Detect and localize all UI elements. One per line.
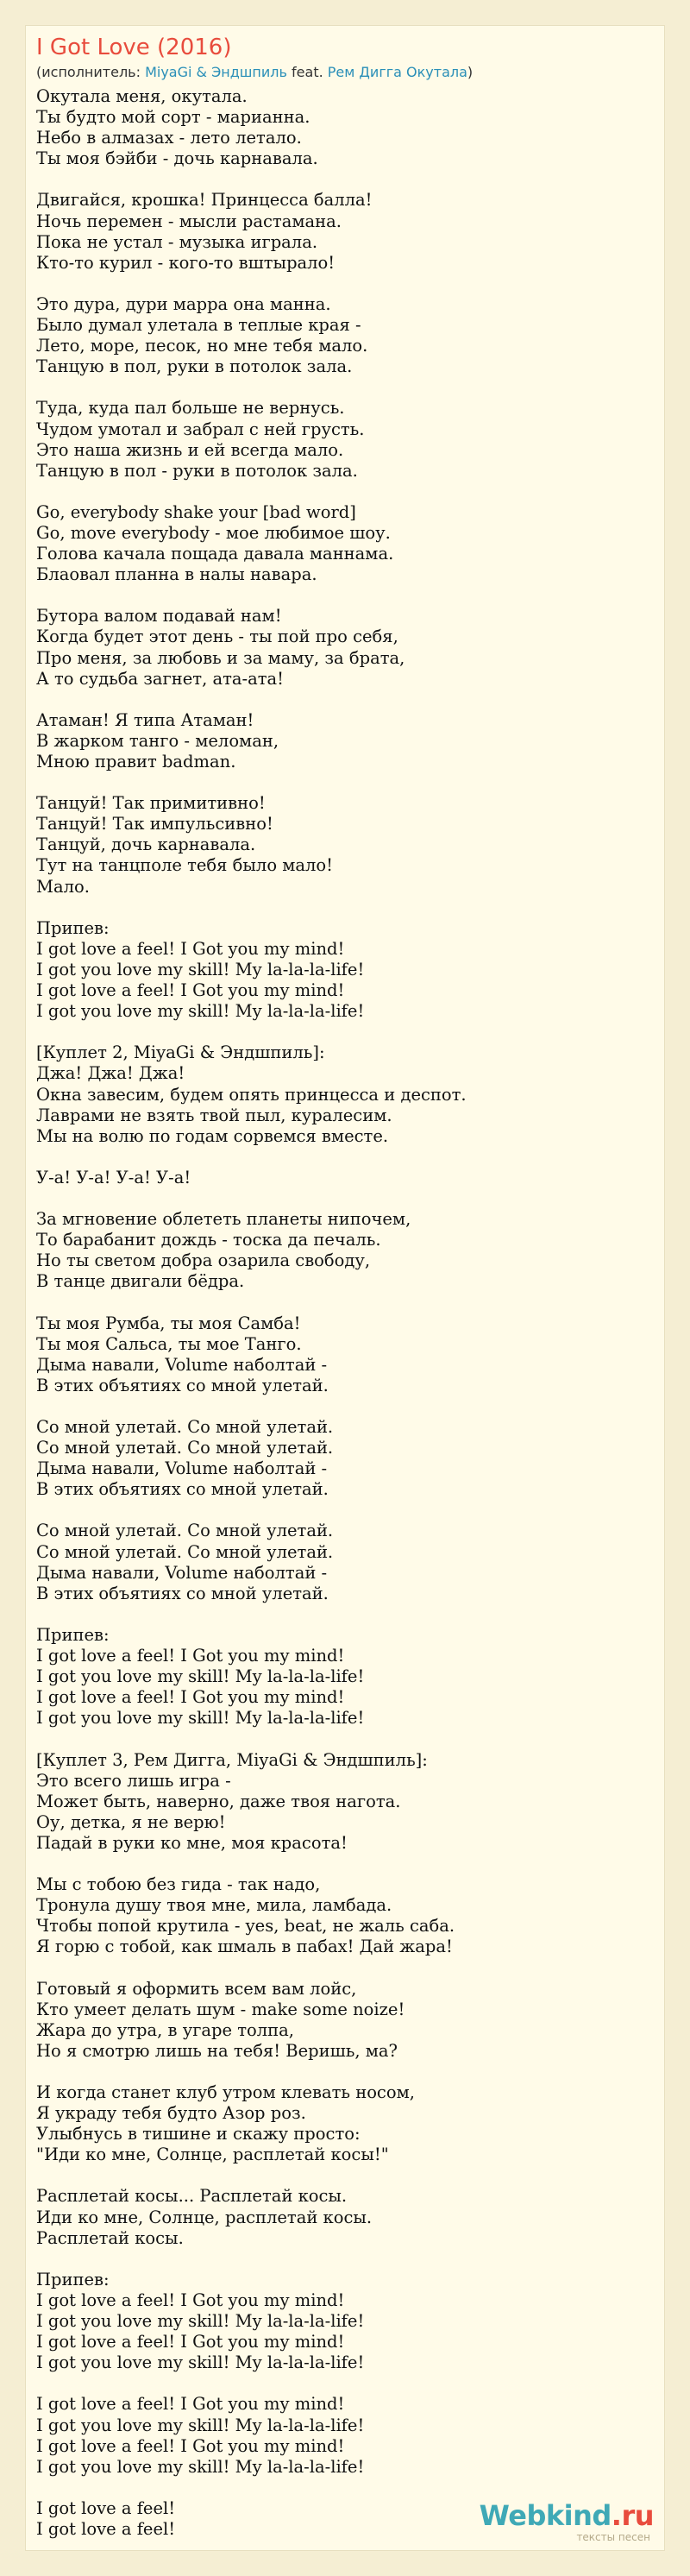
lyric-line: Лаврами не взять твой пыл, куралесим. [36, 1105, 392, 1125]
lyric-line: Мы на волю по годам сорвемся вместе. [36, 1125, 389, 1146]
lyric-line: Со мной улетай. Со мной улетай. [36, 1438, 334, 1458]
lyric-line: [Куплет 3, Рем Дигга, MiyaGi & Эндшпиль]: [36, 1749, 428, 1770]
lyric-line: Ночь перемен - мысли растамана. [36, 211, 342, 231]
lyric-line: Мы с тобою без гида - так надо, [36, 1874, 321, 1895]
lyric-line: Со мной улетай. Со мной улетай. [36, 1541, 334, 1562]
logo-tagline: тексты песен [576, 2531, 650, 2543]
lyric-line: У-а! У-а! У-а! У-а! [36, 1167, 191, 1187]
stanza [36, 2186, 657, 2248]
lyric-line: Оу, детка, я не верю! [36, 1811, 226, 1832]
stanza [36, 1168, 657, 1188]
lyric-line: Двигайся, крошка! Принцесса балла! [36, 190, 373, 211]
lyric-line: И когда станет клуб утром клевать носом, [36, 2082, 415, 2102]
lyric-line: Танцую в пол, руки в потолок зала. [36, 356, 353, 377]
lyric-line: Ты моя Сальса, ты мое Танго. [36, 1333, 302, 1354]
lyric-line: Танцуй! Так примитивно! [36, 793, 266, 814]
lyric-line: То барабанит дождь - тоска да печаль. [36, 1230, 381, 1250]
lyric-line: Припев: [36, 1624, 110, 1645]
webkind-logo[interactable] [480, 2500, 654, 2543]
lyric-line: Окна завесим, будем опять принцесса и деспот. [36, 1084, 467, 1105]
artist-link[interactable]: MiyaGi & Эндшпиль [145, 64, 287, 80]
lyric-line: Это наша жизнь и ей всегда мало. [36, 439, 344, 460]
lyric-line: Чудом умотал и забрал с ней грусть. [36, 419, 365, 439]
stanza [36, 190, 657, 273]
lyric-line: I got you love my skill! My la-la-la-life! [36, 2415, 365, 2435]
lyric-line: Расплетай косы... Расплетай косы. [36, 2186, 348, 2207]
lyric-line: Иди ко мне, Солнце, расплетай косы. [36, 2207, 373, 2227]
lyric-line: I got you love my skill! My la-la-la-life! [36, 959, 365, 979]
lyric-line: Это дура, дури марра она манна. [36, 293, 331, 314]
lyric-line: Лето, море, песок, но мне тебя мало. [36, 336, 368, 356]
stanza [36, 294, 657, 377]
stanza [36, 1750, 657, 1854]
lyric-line: Тут на танцполе тебя было мало! [36, 855, 334, 876]
lyric-line: I got you love my skill! My la-la-la-life! [36, 1001, 365, 1022]
lyric-line: I got love a feel! [36, 2518, 176, 2539]
credits-prefix: (исполнитель: [36, 64, 146, 80]
stanza [36, 918, 657, 1022]
lyric-line: Кто умеет делать шум - make some noize! [36, 1999, 405, 2019]
stanza [36, 1521, 657, 1603]
lyric-line: Может быть, наверно, даже твоя нагота. [36, 1791, 401, 1811]
lyric-line: А то судьба загнет, ата-ата! [36, 668, 284, 689]
stanza [36, 1874, 657, 1957]
lyric-line: Танцую в пол - руки в потолок зала. [36, 460, 358, 481]
feat-separator: feat. [286, 64, 328, 80]
lyric-line: За мгновение облететь планеты нипочем, [36, 1209, 411, 1230]
stanza [36, 1979, 657, 2062]
lyric-line: I got love a feel! I Got you my mind! [36, 1687, 345, 1708]
lyric-line: Пока не устал - музыка играла. [36, 231, 318, 252]
lyric-line: Но ты светом добра озарила свободу, [36, 1250, 371, 1271]
lyric-line: I got love a feel! I Got you my mind! [36, 938, 345, 959]
lyric-line: Но я смотрю лишь на тебя! Веришь, ма? [36, 2040, 398, 2061]
lyric-line: В жарком танго - меломан, [36, 730, 279, 751]
stanza [36, 2082, 657, 2165]
lyric-line: Расплетай косы. [36, 2227, 184, 2248]
lyric-line: Припев: [36, 917, 110, 938]
lyric-line: I got you love my skill! My la-la-la-life! [36, 2456, 365, 2477]
stanza [36, 1313, 657, 1396]
lyric-line: Про меня, за любовь и за маму, за брата, [36, 647, 405, 668]
lyric-line: I got you love my skill! My la-la-la-life! [36, 2352, 365, 2373]
stanza [36, 1625, 657, 1729]
lyric-line: Атаман! Я типа Атаман! [36, 709, 254, 730]
lyric-line: В танце двигали бёдра. [36, 1271, 245, 1292]
stanza [36, 1042, 657, 1146]
lyric-line: В этих объятиях со мной улетай. [36, 1479, 329, 1500]
lyrics-card [25, 25, 665, 2551]
lyric-line: Когда будет этот день - ты пой про себя, [36, 627, 398, 647]
stanza [36, 793, 657, 897]
lyric-line: I got you love my skill! My la-la-la-life! [36, 1666, 365, 1687]
lyric-line: I got love a feel! I Got you my mind! [36, 2435, 345, 2456]
lyric-line: Дыма навали, Volume наболтай - [36, 1562, 328, 1583]
lyric-line: Тронула душу твоя мне, мила, ламбада. [36, 1895, 392, 1916]
lyric-line: Со мной улетай. Со мной улетай. [36, 1417, 334, 1437]
lyric-line: Окутала меня, окутала. [36, 86, 248, 106]
song-credits [36, 61, 473, 84]
lyric-line: Чтобы попой крутила - yes, beat, не жаль саба. [36, 1916, 455, 1937]
lyric-line: Небо в алмазах - лето летало. [36, 128, 302, 148]
lyric-line: Было думал улетала в теплые края - [36, 315, 361, 336]
stanza [36, 398, 657, 481]
lyric-line: В этих объятиях со мной улетай. [36, 1375, 329, 1395]
stanza [36, 86, 657, 169]
lyric-line: I got you love my skill! My la-la-la-life! [36, 1708, 365, 1729]
logo-wordmark: Webkind.ru [479, 2499, 654, 2532]
lyric-line: Дыма навали, Volume наболтай - [36, 1354, 328, 1375]
lyric-line: I got love a feel! I Got you my mind! [36, 1646, 345, 1666]
lyric-line: Ты моя бэйби - дочь карнавала. [36, 148, 318, 169]
lyric-line: Дыма навали, Volume наболтай - [36, 1458, 328, 1479]
stanza [36, 2394, 657, 2477]
lyric-line: Мало. [36, 876, 90, 897]
lyric-line: Падай в руки ко мне, моя красота! [36, 1832, 348, 1853]
credits-suffix: ) [467, 64, 474, 80]
song-title: I Got Love (2016) [36, 35, 232, 60]
lyric-line: Я горю с тобой, как шмаль в пабах! Дай жара! [36, 1937, 453, 1957]
stanza [36, 502, 657, 585]
lyrics-text [36, 86, 657, 2560]
lyric-line: Кто-то курил - кого-то вштырало! [36, 252, 336, 273]
lyric-line: I got love a feel! [36, 2497, 176, 2518]
lyric-line: Танцуй, дочь карнавала. [36, 835, 256, 855]
lyric-line: Go, everybody shake your [bad word] [36, 501, 356, 522]
lyric-line: Мною правит badman. [36, 752, 236, 772]
lyric-line: Это всего лишь игра - [36, 1770, 231, 1791]
lyric-line: I got love a feel! I Got you my mind! [36, 2332, 345, 2352]
lyric-line: Блаовал планна в налы навара. [36, 564, 317, 585]
featuring-artist-link[interactable]: Рем Дигга Окутала [327, 64, 467, 80]
lyric-line: Готовый я оформить всем вам лойс, [36, 1978, 357, 1999]
lyric-line: Голова качала пощада давала маннама. [36, 544, 394, 564]
lyric-line: Ты будто мой сорт - марианна. [36, 107, 310, 128]
stanza [36, 1209, 657, 1292]
lyric-line: [Куплет 2, MiyaGi & Эндшпиль]: [36, 1042, 325, 1063]
stanza [36, 2270, 657, 2373]
lyric-line: В этих объятиях со мной улетай. [36, 1583, 329, 1603]
lyric-line: I got you love my skill! My la-la-la-life! [36, 2311, 365, 2332]
stanza [36, 1417, 657, 1500]
lyric-line: Go, move everybody - мое любимое шоу. [36, 522, 391, 543]
lyric-line: Танцуй! Так импульсивно! [36, 814, 273, 835]
lyric-line: Ты моя Румба, ты моя Самба! [36, 1313, 301, 1333]
lyric-line: Припев: [36, 2269, 110, 2289]
lyric-line: Бутора валом подавай нам! [36, 606, 282, 627]
lyric-line: I got love a feel! I Got you my mind! [36, 2394, 345, 2415]
lyric-line: "Иди ко мне, Солнце, расплетай косы!" [36, 2145, 389, 2165]
lyric-line: I got love a feel! I Got you my mind! [36, 980, 345, 1001]
lyric-line: Со мной улетай. Со мной улетай. [36, 1521, 334, 1541]
lyric-line: Джа! Джа! Джа! [36, 1063, 185, 1084]
lyric-line: Я украду тебя будто Азор роз. [36, 2103, 306, 2124]
lyric-line: Улыбнусь в тишине и скажу просто: [36, 2124, 361, 2145]
lyric-line: I got love a feel! I Got you my mind! [36, 2289, 345, 2310]
stanza [36, 710, 657, 772]
lyric-line: Туда, куда пал больше не вернусь. [36, 398, 345, 419]
stanza [36, 606, 657, 689]
lyric-line: Жара до утра, в угаре толпа, [36, 2019, 295, 2040]
